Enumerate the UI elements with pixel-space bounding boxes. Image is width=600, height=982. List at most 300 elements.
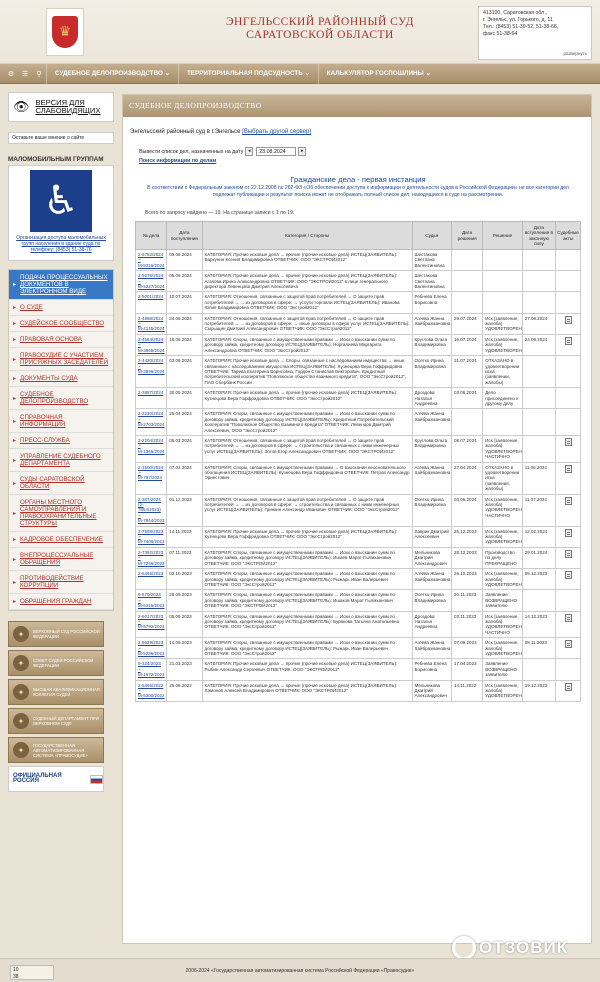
cell-legal-force-date: [522, 547, 555, 568]
cell-case-number-link: [136, 250, 167, 271]
cell-legal-force-date: [522, 494, 555, 526]
table-row: [136, 292, 581, 313]
judge-name: Агеева Жанна Хайбрахмановна: [414, 315, 451, 327]
cell-decision-text: [483, 388, 523, 409]
cell-judge-name: [412, 435, 452, 462]
category-parties: КАТЕГОРИЯ: Прочие исковые дела → прочие (прочие исковые дела) ИСТЕЦ(ЗАЯВИТЕЛЬ): Кузнецова Вера Гоффридовна ОТВЕТЧИК: ООО "ЭксСтрой2012": [204, 528, 398, 540]
case-number-link[interactable]: 2-7588/2023 ~ М-7400/2023: [138, 528, 165, 545]
banner-supreme-court[interactable]: [8, 621, 104, 647]
cell-judge-name: [412, 494, 452, 526]
sidebar-item-label: ДОКУМЕНТЫ СУДА: [20, 375, 78, 382]
cell-judicial-act: [556, 547, 581, 568]
col-header-judge[interactable]: Судья: [412, 222, 452, 250]
address-line1: 413100, Саратовская обл.,: [483, 10, 548, 16]
sidebar-item-label: ПОДАЧА ПРОЦЕССУАЛЬНЫХ ДОКУМЕНТОВ В ЭЛЕКТРОННОМ ВИДЕ: [20, 274, 108, 295]
document-icon[interactable]: [565, 316, 572, 324]
cell-decision-date: [452, 638, 483, 659]
arrow-icon: ▸: [13, 336, 17, 343]
cell-decision-date: [452, 569, 483, 590]
cell-judge-name: [412, 680, 452, 701]
arrow-icon: ▸: [13, 355, 17, 363]
judge-name: Дроздова Наталья Андреевна: [414, 613, 438, 630]
site-header: [0, 0, 600, 64]
cell-category-parties: [202, 494, 412, 526]
banner-judges-council[interactable]: [8, 650, 104, 676]
cell-category-parties: [202, 680, 412, 701]
category-parties: КАТЕГОРИЯ: Споры, связанные с имущественными правами → Иски о взыскании сумм по договору займа, кредитному договору ИСТЕЦ(ЗАЯВИТЕЛЬ): Ишаев Марат Гылмханович ОТВЕТЧИК: ООО "ЭКСТРОЙ2012": [204, 549, 395, 566]
cell-decision-text: [483, 462, 523, 494]
case-number-link[interactable]: 2-5466/2022 ~ М-5300/2022: [138, 682, 165, 699]
cell-decision-date: [452, 590, 483, 611]
table-header-row: [136, 222, 581, 250]
category-parties: КАТЕГОРИЯ: Отношения, связанные с защитой прав потребителей → О защите прав потребителей → ... из договоров в сфере: → услуги торговли ИСТЕЦ(ЗАЯВИТЕЛЬ): Иванова Юлия Владимировна ОТВЕТЧИК: ООО "Экстрой2012": [204, 294, 400, 311]
sidebar-item-judges[interactable]: [9, 316, 113, 332]
cell-case-number-link: [136, 659, 167, 680]
cell-legal-force-date: [522, 659, 555, 680]
cell-case-number-link: [136, 611, 167, 638]
case-search-link[interactable]: Поиск информации по делам: [139, 158, 217, 164]
cell-category-parties: [202, 569, 412, 590]
cell-case-number-link: [136, 526, 167, 547]
category-parties: КАТЕГОРИЯ: Споры, связанные с имущественными правами → Иски о взыскании сумм по договору займа, кредитному договору ИСТЕЦ(ЗАЯВИТЕЛЬ): Кредитный Потребительский Кооператив "Поволжское Общество Взаимного Кредита" ОТВЕТЧИК: Левенцов Дмитрий Алексеевич, ООО "ЭксСтрой2012": [204, 411, 395, 433]
category-parties: КАТЕГОРИЯ: Прочие исковые дела → прочие (прочие исковые дела) ИСТЕЦ(ЗАЯВИТЕЛЬ): Кузнецова Вера Гоффридовна ОТВЕТЧИК: ООО "ЭксСтрой2012": [204, 390, 398, 401]
received-date: 05.03.2024: [169, 437, 192, 443]
cell-received-date: [167, 547, 202, 568]
low-vision-version-button[interactable]: [8, 92, 114, 122]
received-date: 18.06.2024: [169, 336, 192, 342]
sidebar-item-department[interactable]: [9, 449, 113, 472]
col-header-decision-date[interactable]: Дата решения: [452, 222, 483, 250]
decision-text: Производство по делу ПРЕКРАЩЕНО: [485, 549, 517, 566]
arrow-icon: ▸: [13, 598, 17, 605]
next-date-button[interactable]: ▸: [298, 147, 306, 156]
russian-flag-icon: [90, 775, 103, 784]
judge-name: Мельникова Дмитрий Александрович: [414, 682, 447, 699]
decision-date: 31.07.2024: [454, 358, 477, 364]
cell-legal-force-date: [522, 356, 555, 388]
cell-judge-name: [412, 569, 452, 590]
sidebar-item-label: ОБРАЩЕНИЯ ГРАЖДАН: [20, 598, 92, 605]
decision-date: 20.11.2023: [454, 592, 477, 598]
judge-name: Круглова Ольга Владимировна: [414, 437, 448, 449]
category-parties: КАТЕГОРИЯ: Отношения, связанные с защитой прав потребителей → О защите прав потребителей → ... из договоров в сфере: → иные договоры в сфере услуг ИСТЕЦ(ЗАЯВИТЕЛЬ): Сырыщин Дмитрий Александрович ОТВЕТЧИК: ООО "ЭксСтрой2012": [204, 315, 410, 332]
sidebar-item-label: СУДЕБНОЕ ДЕЛОПРОИЗВОДСТВО: [20, 391, 89, 405]
results-count: Всего по запросу найдено — 19. На странице записи с 1 по 19.: [145, 210, 295, 216]
case-number-link[interactable]: 2-1500/2024 ~ М-787/2024: [138, 464, 164, 481]
nav-item-fee-calculator[interactable]: КАЛЬКУЛЯТОР ГОСПОШЛИНЫ ⌄: [318, 64, 439, 84]
cell-received-date: [167, 356, 202, 388]
cell-judicial-act: [556, 250, 581, 271]
cell-received-date: [167, 292, 202, 313]
banner-label: СУДЕБНЫЙ ДЕПАРТАМЕНТ ПРИ ВЕРХОВНОМ СУДЕ: [33, 716, 99, 726]
document-icon[interactable]: [565, 571, 572, 579]
category-parties: КАТЕГОРИЯ: Прочие исковые дела → прочие (прочие исковые дела) ИСТЕЦ(ЗАЯВИТЕЛЬ): Рыбин Александр Сергеевич ОТВЕТЧИК: ООО "ЭКСТРОЙ2012": [204, 661, 398, 672]
cell-decision-date: [452, 356, 483, 388]
sidebar-item-appeals[interactable]: [9, 594, 113, 610]
arrow-icon: ▸: [13, 555, 17, 563]
decision-date: 17.04.2023: [454, 661, 477, 667]
cell-case-number-link: [136, 638, 167, 659]
cell-case-number-link: [136, 547, 167, 568]
judge-name: Агеева Жанна Хайбрахмановна: [414, 571, 451, 582]
cell-legal-force-date: [522, 569, 555, 590]
judge-name: Ребнева Елена Борисовна: [414, 294, 447, 305]
case-number-link[interactable]: 2-4420/2024 ~ М-3996/2024: [138, 358, 165, 374]
cell-judicial-act: [556, 356, 581, 388]
instance-note: В соответствии с Федеральным законом от 22.12.2008 № 262-ФЗ «Об обеспечении доступа к информации о деятельности судов в Российской Федерации» не все категории дел подлежат публикации и результат поиска может не отображать полный список дел, находящихся в суде на рассмотрении.: [147, 185, 569, 198]
sidebar-item-press[interactable]: [9, 433, 113, 449]
cell-judicial-act: [556, 494, 581, 526]
judge-name: Шестакова Светлана Валентиновна: [414, 273, 445, 290]
banner-label: СОВЕТ СУДЕЙ РОССИЙСКОЙ ФЕДЕРАЦИИ: [33, 658, 94, 668]
document-icon[interactable]: [565, 337, 572, 345]
document-icon[interactable]: [565, 683, 572, 691]
prev-date-button[interactable]: ◂: [245, 147, 253, 156]
cell-category-parties: [202, 547, 412, 568]
legal-force-date: 29.01.2024: [524, 549, 548, 555]
category-parties: КАТЕГОРИЯ: Споры, связанные с имущественными правами → О взыскании неосновательного обогащения ИСТЕЦ(ЗАЯВИТЕЛЬ): Кузнецова Вера Гоффридовна ОТВЕТЧИК: Петров Александр Эрнестович: [204, 464, 410, 481]
sidebar-item-local-government[interactable]: [9, 495, 113, 532]
cell-legal-force-date: [522, 638, 555, 659]
arrow-icon: ▸: [13, 509, 17, 517]
cell-case-number-link: [136, 409, 167, 436]
document-icon[interactable]: [565, 640, 572, 648]
cell-judicial-act: [556, 313, 581, 334]
cell-decision-text: [483, 547, 523, 568]
document-icon[interactable]: [565, 614, 572, 622]
cell-judicial-act: [556, 271, 581, 292]
arrow-icon: ▸: [13, 417, 17, 425]
sidebar-item-courts[interactable]: [9, 472, 113, 495]
cell-decision-date: [452, 547, 483, 568]
decision-text: Заявление ВОЗВРАЩЕНО заявителю: [485, 592, 517, 609]
nav-item-jurisdiction[interactable]: ТЕРРИТОРИАЛЬНАЯ ПОДСУДНОСТЬ ⌄: [178, 64, 318, 84]
cell-legal-force-date: [522, 435, 555, 462]
sidebar-item-case-management[interactable]: [9, 387, 113, 410]
cell-judge-name: [412, 292, 452, 313]
cell-category-parties: [202, 250, 412, 271]
eye-icon: 👁: [13, 99, 30, 115]
cell-category-parties: [202, 435, 412, 462]
expand-link[interactable]: развернуть: [563, 51, 587, 56]
legal-force-date: 24.09.2024: [524, 336, 548, 342]
sidebar-item-staffing[interactable]: [9, 532, 113, 548]
decision-text: Иск (заявление, жалоба) УДОВЛЕТВОРЕН: [485, 571, 522, 587]
judge-name: Осетко Ирина Владимировна: [414, 592, 446, 603]
banner-label: ГОСУДАРСТВЕННАЯ АВТОМАТИЗИРОВАННАЯ СИСТЕМА «ПРАВОСУДИЕ»: [33, 742, 88, 758]
case-number-link[interactable]: 2-5001/2024: [138, 294, 164, 300]
cell-judicial-act: [556, 409, 581, 436]
court-title-line1: ЭНГЕЛЬССКИЙ РАЙОННЫЙ СУД: [225, 16, 415, 28]
sitemap-icon[interactable]: ☰: [21, 69, 29, 78]
document-icon[interactable]: [565, 438, 572, 446]
legal-force-date: 19.12.2022: [524, 682, 548, 688]
case-number-link[interactable]: 9-670/2023 ~ М-6316/2023: [138, 592, 165, 609]
case-number-link[interactable]: 2-7392/2023 ~ М-7246/2023: [138, 549, 165, 566]
decision-text: ОТКАЗАНО в удовлетворении иска (заявления, жалобы): [485, 464, 520, 492]
accessibility-text[interactable]: Организация доступа маломобильных групп населения в здание суда по телефону: (8453) 51-38-76: [16, 235, 106, 253]
decision-text: Заявление ВОЗВРАЩЕНО заявителю: [485, 661, 517, 678]
cell-legal-force-date: [522, 271, 555, 292]
cell-judge-name: [412, 356, 452, 388]
search-icon[interactable]: ⚲: [36, 69, 42, 78]
decision-text: Иск (заявление, жалоба) УДОВЛЕТВОРЕН ЧАСТИЧНО: [485, 613, 522, 635]
phone-line: Тел.: (8453) 51-39-52, 51-38-66,: [483, 24, 559, 30]
table-row: [136, 638, 581, 659]
judge-name: Круглова Ольга Владимировна: [414, 336, 448, 348]
received-date: 01.12.2023: [169, 496, 192, 502]
case-number-link[interactable]: 2-4564/2024 ~ М-3965/2024: [138, 336, 165, 353]
cell-judge-name: [412, 334, 452, 355]
sidebar-item-about[interactable]: [9, 300, 113, 316]
col-header-case-number[interactable]: № дела: [136, 222, 167, 250]
case-number-link[interactable]: 9-324/2023 ~ М-1672/2023: [138, 661, 165, 678]
table-row: [136, 250, 581, 271]
cell-judge-name: [412, 313, 452, 334]
cell-judge-name: [412, 250, 452, 271]
cell-judge-name: [412, 611, 452, 638]
sidebar-item-extra-procedural[interactable]: [9, 548, 113, 571]
cell-judicial-act: [556, 659, 581, 680]
decision-date: 07.09.2023: [454, 640, 477, 646]
table-row: [136, 388, 581, 409]
cell-judicial-act: [556, 435, 581, 462]
cell-decision-text: [483, 638, 523, 659]
received-date: 26.08.2022: [169, 682, 192, 688]
decision-date: 27.04.2024: [454, 464, 477, 470]
seal-icon: ✦: [13, 684, 29, 700]
banner-label: ВЫСШАЯ КВАЛИФИКАЦИОННАЯ КОЛЛЕГИЯ СУДЕЙ: [33, 687, 100, 697]
cell-judge-name: [412, 638, 452, 659]
judge-name: Агеева Жанна Хайбрахмановна: [414, 411, 451, 422]
category-parties: КАТЕГОРИЯ: Споры, связанные с имущественными правами → Иски о взыскании сумм по договору займа, кредитному договору ИСТЕЦ(ЗАЯВИТЕЛЬ): Норгалиева Маргарита Александровна ОТВЕТЧИК: ООО "ЭксСтрой2012": [204, 336, 395, 353]
col-header-category[interactable]: Категория / Стороны: [202, 222, 412, 250]
cell-decision-text: [483, 271, 523, 292]
decision-date: 16.07.2024: [454, 336, 477, 342]
cell-judge-name: [412, 526, 452, 547]
arrow-icon: ▸: [13, 536, 17, 543]
feedback-link[interactable]: Оставьте ваше мнение о сайте: [8, 132, 114, 144]
received-date: 28.09.2023: [169, 592, 192, 598]
cell-decision-text: [483, 435, 523, 462]
sidebar-item-label: СУДЫ САРАТОВСКОЙ ОБЛАСТИ: [20, 476, 85, 490]
cell-received-date: [167, 659, 202, 680]
sidebar-item-label: КАДРОВОЕ ОБЕСПЕЧЕНИЕ: [20, 536, 103, 543]
sidebar-item-label: ПРОТИВОДЕЙСТВИЕ КОРРУПЦИИ: [20, 575, 84, 589]
cell-legal-force-date: [522, 611, 555, 638]
cell-legal-force-date: [522, 409, 555, 436]
cell-category-parties: [202, 334, 412, 355]
table-row: [136, 526, 581, 547]
case-number-link[interactable]: 2-4888/2024 ~ М-4145/2024: [138, 315, 165, 332]
cell-decision-date: [452, 680, 483, 701]
received-date: 30.05.2024: [169, 390, 192, 396]
cell-decision-text: [483, 334, 523, 355]
case-number-link[interactable]: 2-5752/2024 ~ М-5316/2024: [138, 252, 165, 268]
date-filter-label: Вывести список дел, назначенных на дату: [139, 148, 244, 155]
arrow-icon: ▸: [13, 320, 17, 327]
received-date: 03.06.2024: [169, 358, 192, 364]
received-date: 09.08.2024: [169, 252, 192, 257]
cell-category-parties: [202, 590, 412, 611]
cell-received-date: [167, 334, 202, 355]
cell-received-date: [167, 590, 202, 611]
case-number-link[interactable]: 2-5678/2024 ~ М-5227/2024: [138, 273, 165, 290]
col-header-legal-force[interactable]: Дата вступления в законную силу: [522, 222, 555, 250]
sidebar-item-label: ПРЕСС-СЛУЖБА: [20, 437, 70, 444]
cell-judge-name: [412, 409, 452, 436]
document-icon[interactable]: [565, 497, 572, 505]
cell-case-number-link: [136, 590, 167, 611]
sidebar-item-electronic-filing[interactable]: [9, 270, 113, 300]
case-number-link[interactable]: 2-2204/2024 ~ М-1365/2024: [138, 437, 165, 454]
cell-case-number-link: [136, 462, 167, 494]
cell-category-parties: [202, 611, 412, 638]
category-parties: КАТЕГОРИЯ: Споры, связанные с имущественными правами → Иски о взыскании сумм по договору займа, кредитному договору ИСТЕЦ(ЗАЯВИТЕЛЬ): Буракова Татьяна Анатольевна ОТВЕТЧИК: ООО "ЭксСтрой2012": [204, 613, 399, 630]
cell-decision-date: [452, 250, 483, 271]
cell-decision-date: [452, 271, 483, 292]
sidebar-item-reference[interactable]: [9, 410, 113, 433]
case-number-link[interactable]: 2-3230/2024 ~ М-2703/2024: [138, 411, 165, 428]
mgn-title: МАЛОМОБИЛЬНЫМ ГРУППАМ: [8, 156, 104, 163]
cell-decision-text: [483, 659, 523, 680]
seal-icon: ✦: [13, 626, 29, 642]
change-server-link[interactable]: [Выбрать другой сервер]: [242, 129, 311, 135]
cell-decision-date: [452, 526, 483, 547]
court-name: Энгельсский районный суд в г.Энгельсе: [130, 129, 241, 135]
legal-force-date: 12.02.2024: [524, 528, 548, 534]
coat-of-arms: [46, 8, 84, 56]
table-row: [136, 334, 581, 355]
received-date: 05.09.2023: [169, 613, 192, 619]
received-date: 24.06.2024: [169, 315, 192, 321]
cell-decision-date: [452, 334, 483, 355]
table-row: [136, 271, 581, 292]
cell-legal-force-date: [522, 462, 555, 494]
fax-line: факс 51-38-64: [483, 31, 518, 37]
cell-category-parties: [202, 356, 412, 388]
col-header-received[interactable]: Дата поступления: [167, 222, 202, 250]
decision-date: 25.12.2023: [454, 528, 477, 534]
sidebar-item-jury[interactable]: [9, 348, 113, 371]
document-icon[interactable]: [565, 465, 572, 473]
counter-bottom: 38: [13, 973, 19, 980]
sidebar-menu: [8, 269, 114, 611]
table-row: [136, 313, 581, 334]
banner-official-russia[interactable]: [8, 766, 104, 792]
arrow-icon: ▸: [13, 479, 17, 487]
cell-received-date: [167, 462, 202, 494]
case-number-link[interactable]: 2-3887/2024: [138, 390, 164, 396]
sidebar-item-documents[interactable]: [9, 371, 113, 387]
sidebar-item-label: ОРГАНЫ МЕСТНОГО САМОУПРАВЛЕНИЯ И ПРАВООХРАНИТЕЛЬНЫЕ СТРУКТУРЫ: [20, 499, 97, 527]
col-header-acts[interactable]: Судебные акты: [556, 222, 581, 250]
decision-text: Иск (заявление, жалоба) УДОВЛЕТВОРЕН: [485, 682, 522, 699]
nav-item-case-management[interactable]: СУДЕБНОЕ ДЕЛОПРОИЗВОДСТВО ⌄: [46, 64, 178, 84]
received-date: 14.11.2023: [169, 528, 192, 534]
case-number-link[interactable]: 2-387/2024 (2-7864/2023) ~ М-7844/2023: [138, 496, 165, 524]
col-header-decision[interactable]: Решение: [483, 222, 523, 250]
table-row: [136, 590, 581, 611]
cell-case-number-link: [136, 435, 167, 462]
cell-legal-force-date: [522, 250, 555, 271]
category-parties: КАТЕГОРИЯ: Прочие исковые дела → прочие (прочие исковые дела) ИСТЕЦ(ЗАЯВИТЕЛЬ): Агапова Ирина Александровна ОТВЕТЧИК: ООО "ЭКСТРОЙ2012" в лице генерального директора Левенцова Дмитрия Алексеевича: [204, 273, 398, 290]
cell-received-date: [167, 569, 202, 590]
seal-icon: ✦: [13, 655, 29, 671]
judge-name: Лаврик Дмитрий Алексеевич: [414, 528, 449, 540]
judge-name: Агеева Жанна Хайбрахмановна: [414, 640, 451, 651]
accessibility-box[interactable]: [8, 165, 114, 261]
case-number-link[interactable]: 2-5629/2023 ~ М-5236/2023: [138, 640, 165, 656]
cell-legal-force-date: [522, 590, 555, 611]
cell-legal-force-date: [522, 334, 555, 355]
cell-category-parties: [202, 271, 412, 292]
document-icon[interactable]: [565, 550, 572, 558]
cell-decision-date: [452, 494, 483, 526]
cell-category-parties: [202, 313, 412, 334]
table-row: [136, 611, 581, 638]
cell-case-number-link: [136, 292, 167, 313]
category-parties: КАТЕГОРИЯ: Прочие исковые дела → прочие (прочие исковые дела) ИСТЕЦ(ЗАЯВИТЕЛЬ): Варкунин Ксения Владимировна ОТВЕТЧИК: ООО "ЭКСТРОЙ2012": [204, 252, 398, 263]
cell-received-date: [167, 435, 202, 462]
cell-category-parties: [202, 659, 412, 680]
cell-decision-date: [452, 292, 483, 313]
cell-category-parties: [202, 292, 412, 313]
address-line2: г. Энгельс, ул. Горького, д. 11: [483, 17, 553, 23]
banner-label: ОФИЦИАЛЬНАЯ РОССИЯ: [13, 773, 62, 784]
decision-text: Иск (заявление, жалоба) УДОВЛЕТВОРЕН ЧАСТИЧНО: [485, 437, 522, 460]
decision-date: 03.06.2024: [454, 496, 477, 502]
sidebar-item-legal-basis[interactable]: [9, 332, 113, 348]
cell-case-number-link: [136, 334, 167, 355]
eagle-icon: ♛: [52, 16, 78, 48]
case-number-link[interactable]: 2-6017/2023 ~ М-5792/2023: [138, 613, 165, 630]
otzovik-text: ОТЗОВИК: [479, 938, 569, 957]
received-date: 25.04.2024: [169, 411, 192, 417]
decision-text: ОТКАЗАНО в удовлетворении иска (заявлении, жалобы): [485, 358, 520, 385]
decision-date: 03.06.2024: [454, 390, 477, 396]
decision-text: Иск (заявление, жалоба) УДОВЛЕТВОРЕН: [485, 336, 522, 353]
decision-date: 03.11.2023: [454, 613, 477, 619]
table-row: [136, 680, 581, 701]
document-icon[interactable]: [565, 529, 572, 537]
seal-icon: ✦: [13, 742, 29, 758]
legal-force-date: 08.11.2023: [524, 640, 547, 646]
case-number-link[interactable]: 2-6465/2023: [138, 571, 164, 577]
cell-received-date: [167, 680, 202, 701]
judge-name: Мельникова Дмитрий Александрович: [414, 549, 447, 566]
cell-judicial-act: [556, 638, 581, 659]
date-input[interactable]: 23.08.2024: [256, 147, 296, 156]
cell-legal-force-date: [522, 292, 555, 313]
banner-gas-pravosudie[interactable]: [8, 737, 104, 763]
category-parties: КАТЕГОРИЯ: Споры, связанные с имущественными правами → Иски о взыскании сумм по договору займа, кредитному договору ИСТЕЦ(ЗАЯВИТЕЛЬ): Ишаков Марат Гылмханович ОТВЕТЧИК: ООО "ЭКСТРОЙ2012": [204, 592, 395, 609]
cell-decision-text: [483, 526, 523, 547]
cases-table: [135, 221, 581, 702]
sidebar-item-anticorruption[interactable]: [9, 571, 113, 594]
cell-decision-text: [483, 250, 523, 271]
banner-qualification-board[interactable]: [8, 679, 104, 705]
cell-category-parties: [202, 638, 412, 659]
arrow-icon: ▸: [13, 304, 17, 311]
gear-icon[interactable]: ⚙: [7, 69, 15, 78]
legal-force-date: 14.12.2023: [524, 613, 548, 619]
cell-category-parties: [202, 526, 412, 547]
site-footer: [0, 958, 600, 982]
cell-judicial-act: [556, 569, 581, 590]
cell-decision-text: [483, 409, 523, 436]
banner-judicial-department[interactable]: [8, 708, 104, 734]
